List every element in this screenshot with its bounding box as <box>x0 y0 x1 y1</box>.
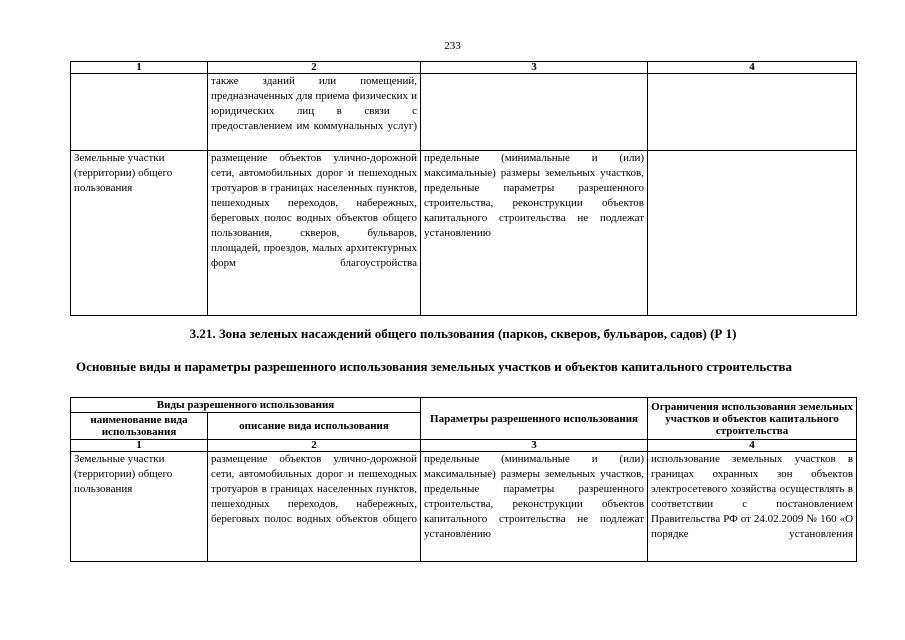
table-main <box>70 397 857 562</box>
cell-limits: использование земельных участков в границах охранных зон объектов электросетевого хозяйства осуществлять в соответствии с постановлением Правительства РФ от 24.02.2009 № 160 «О порядке установления <box>648 452 857 562</box>
page-number: 233 <box>444 40 461 52</box>
cell-description: размещение объектов улично-дорожной сети, автомобильных дорог и пешеходных тротуаров в границах населенных пунктов, пешеходных переходов, набережных, береговых полос водных объектов общего пользования, скверов, бульваров, площадей, проездов, малых архитектурных форм благоустройства <box>208 151 421 316</box>
table-row <box>71 151 857 316</box>
col-number: 3 <box>421 440 648 452</box>
header-limits: Ограничения использования земельных участков и объектов капитального строительства <box>648 398 857 440</box>
col-number: 4 <box>648 62 857 74</box>
table-row <box>71 452 857 562</box>
col-number: 4 <box>648 440 857 452</box>
cell-usage-name: Земельные участки (территории) общего пользования <box>71 151 208 316</box>
header-row <box>71 398 857 413</box>
section-title: 3.21. Зона зеленых насаждений общего пользования (парков, скверов, бульваров, садов) (Р 1) <box>189 326 737 341</box>
cell-description: также зданий или помещений, предназначенных для приема физических и юридических лиц в связи с предоставлением им коммунальных услуг) <box>208 74 421 151</box>
cell-description: размещение объектов улично-дорожной сети, автомобильных дорог и пешеходных тротуаров в границах населенных пунктов, пешеходных переходов, набережных, береговых полос водных объектов общего <box>208 452 421 562</box>
col-number: 3 <box>421 62 648 74</box>
col-number: 1 <box>71 62 208 74</box>
cell-parameters: предельные (минимальные и (или) максимальные) размеры земельных участков, предельные параметры разрешенного строительства, реконструкции объектов капитального строительства не подлежат установлению <box>421 151 648 316</box>
col-number: 2 <box>208 440 421 452</box>
table-continued <box>70 61 857 316</box>
col-number: 2 <box>208 62 421 74</box>
header-group: Виды разрешенного использования <box>71 398 421 413</box>
header-params: Параметры разрешенного использования <box>421 398 648 440</box>
cell-usage-name: Земельные участки (территории) общего пользования <box>71 452 208 562</box>
column-number-row <box>71 62 857 74</box>
col-number: 1 <box>71 440 208 452</box>
header-description: описание вида использования <box>208 413 421 440</box>
table-row <box>71 74 857 151</box>
cell-parameters: предельные (минимальные и (или) максимальные) размеры земельных участков, предельные параметры разрешенного строительства, реконструкции объектов капитального строительства не подлежат установлению <box>421 452 648 562</box>
column-number-row <box>71 440 857 452</box>
header-name: наименование вида использования <box>71 413 208 440</box>
section-subtitle: Основные виды и параметры разрешенного использования земельных участков и объектов капитального строительства <box>76 359 792 374</box>
